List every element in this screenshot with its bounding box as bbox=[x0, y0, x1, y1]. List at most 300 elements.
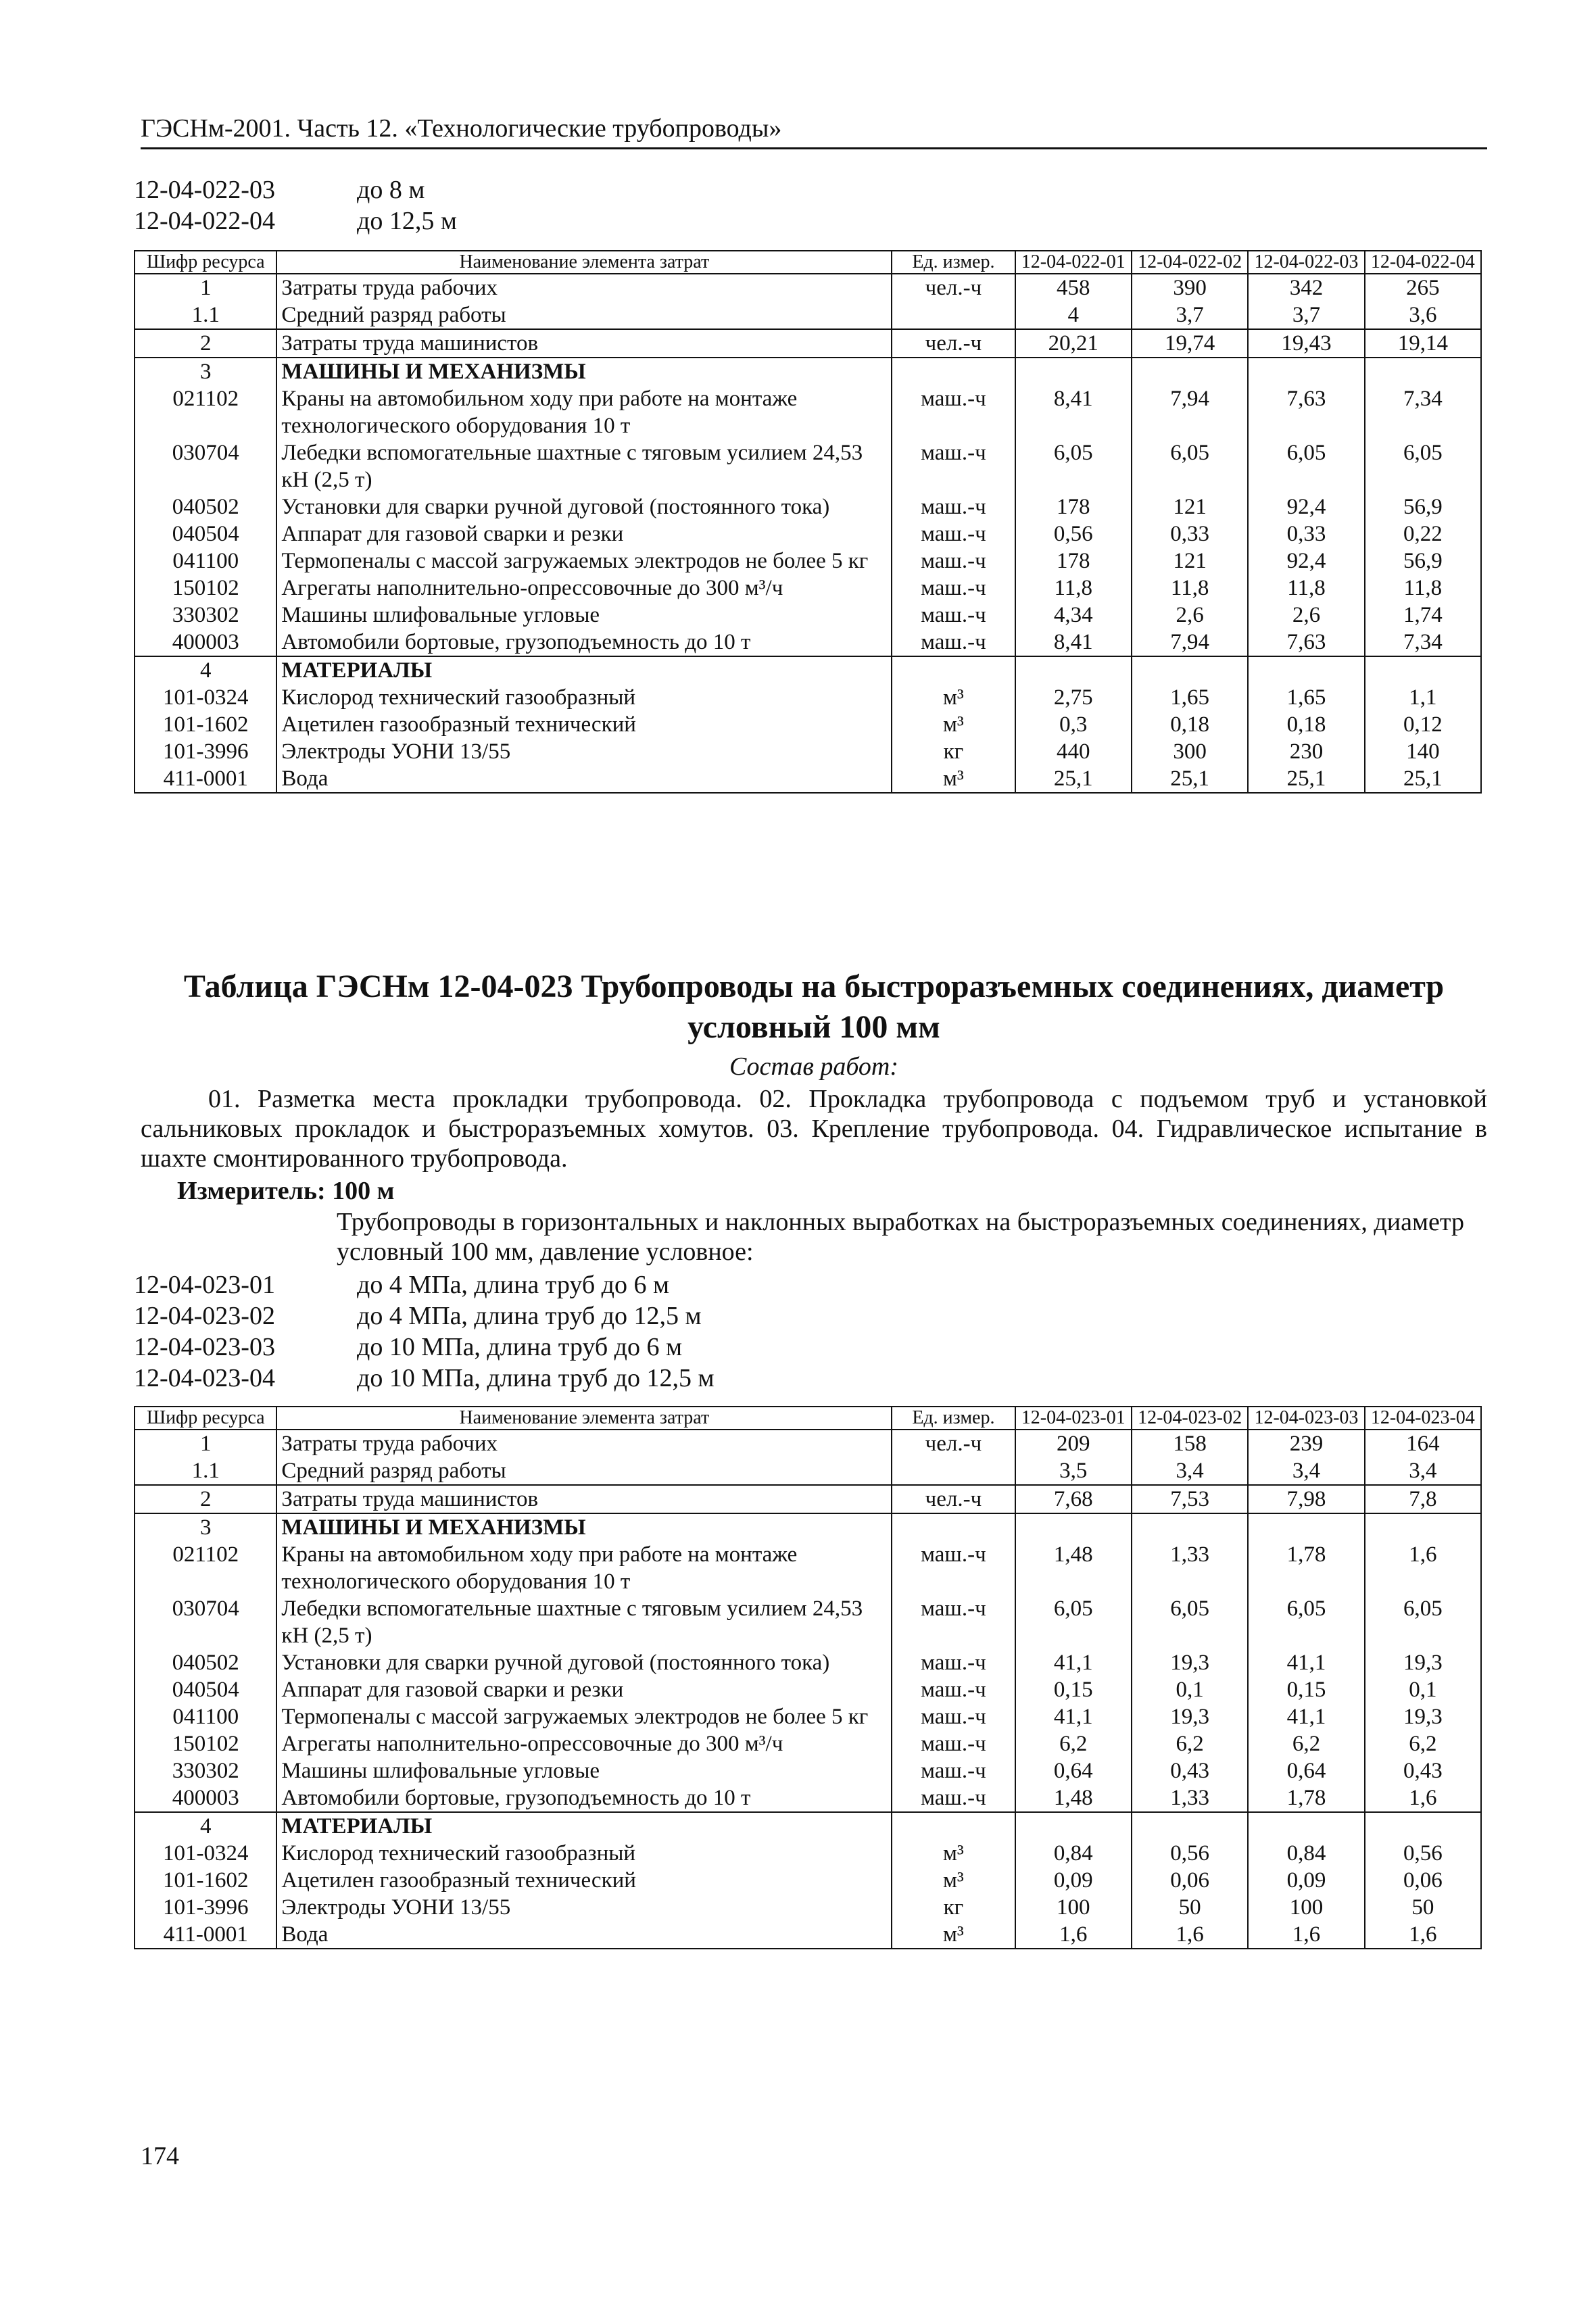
resource-value: 1,6 bbox=[1132, 1921, 1248, 1949]
resource-name: Кислород технический газообразный bbox=[276, 684, 892, 711]
resource-value: 178 bbox=[1015, 547, 1132, 575]
resource-unit: маш.-ч bbox=[892, 385, 1015, 439]
table-row bbox=[135, 1730, 1481, 1757]
resource-unit: маш.-ч bbox=[892, 575, 1015, 602]
resource-code: 040502 bbox=[135, 1649, 276, 1676]
resource-value: 11,8 bbox=[1015, 575, 1132, 602]
code-id: 12-04-023-01 bbox=[134, 1271, 275, 1299]
resource-name: Электроды УОНИ 13/55 bbox=[276, 1894, 892, 1921]
table-row bbox=[135, 301, 1481, 329]
table-row bbox=[135, 1676, 1481, 1703]
resource-value: 0,43 bbox=[1365, 1757, 1481, 1784]
code-desc: до 10 МПа, длина труб до 6 м bbox=[357, 1333, 683, 1361]
resource-name: МАТЕРИАЛЫ bbox=[276, 1812, 892, 1840]
code-id: 12-04-023-02 bbox=[134, 1302, 275, 1330]
resource-code: 150102 bbox=[135, 1730, 276, 1757]
resource-name: Машины шлифовальные угловые bbox=[276, 602, 892, 629]
code-id: 12-04-023-04 bbox=[134, 1364, 275, 1392]
table-row bbox=[135, 711, 1481, 738]
resource-value: 0,33 bbox=[1248, 520, 1364, 547]
header-name: Наименование элемента затрат bbox=[276, 251, 892, 274]
resource-name: Затраты труда машинистов bbox=[276, 1485, 892, 1513]
resource-value: 56,9 bbox=[1365, 547, 1481, 575]
resource-value: 6,05 bbox=[1248, 439, 1364, 493]
resource-value: 19,14 bbox=[1365, 329, 1481, 358]
resource-value: 25,1 bbox=[1248, 765, 1364, 793]
resource-value: 3,4 bbox=[1248, 1457, 1364, 1485]
resource-code: 400003 bbox=[135, 629, 276, 656]
resource-value: 3,7 bbox=[1132, 301, 1248, 329]
resource-code: 101-0324 bbox=[135, 684, 276, 711]
resource-value: 0,09 bbox=[1015, 1867, 1132, 1894]
resource-value: 1,78 bbox=[1248, 1541, 1364, 1595]
resource-code: 2 bbox=[135, 1485, 276, 1513]
resource-value: 19,43 bbox=[1248, 329, 1364, 358]
resource-value: 7,94 bbox=[1132, 629, 1248, 656]
resource-value: 6,05 bbox=[1248, 1595, 1364, 1649]
page-header: ГЭСНм-2001. Часть 12. «Технологические трубопроводы» bbox=[141, 114, 1487, 149]
resource-value: 3,4 bbox=[1132, 1457, 1248, 1485]
resource-value: 19,3 bbox=[1132, 1649, 1248, 1676]
resource-value: 56,9 bbox=[1365, 493, 1481, 520]
resource-value: 342 bbox=[1248, 274, 1364, 301]
resource-value bbox=[1132, 358, 1248, 385]
resource-value: 458 bbox=[1015, 274, 1132, 301]
resource-value: 7,94 bbox=[1132, 385, 1248, 439]
resource-value: 7,68 bbox=[1015, 1485, 1132, 1513]
resource-unit: маш.-ч bbox=[892, 1541, 1015, 1595]
resource-value: 0,1 bbox=[1365, 1676, 1481, 1703]
code-id: 12-04-022-03 bbox=[134, 176, 275, 204]
header-norm-code: 12-04-023-01 bbox=[1015, 1407, 1132, 1430]
resource-value: 25,1 bbox=[1365, 765, 1481, 793]
resource-value bbox=[1015, 1812, 1132, 1840]
resource-unit: маш.-ч bbox=[892, 547, 1015, 575]
header-unit: Ед. измер. bbox=[892, 251, 1015, 274]
resource-value: 0,18 bbox=[1132, 711, 1248, 738]
resource-name: Вода bbox=[276, 765, 892, 793]
resource-value: 6,05 bbox=[1132, 1595, 1248, 1649]
code-row bbox=[134, 1363, 715, 1394]
resource-code: 041100 bbox=[135, 1703, 276, 1730]
table-row bbox=[135, 1840, 1481, 1867]
resource-unit: чел.-ч bbox=[892, 1485, 1015, 1513]
resource-value: 440 bbox=[1015, 738, 1132, 765]
resource-value: 0,1 bbox=[1132, 1676, 1248, 1703]
resource-name: Агрегаты наполнительно-опрессовочные до 300 м³/ч bbox=[276, 1730, 892, 1757]
resource-value: 6,2 bbox=[1015, 1730, 1132, 1757]
resource-value bbox=[1248, 1513, 1364, 1541]
resource-value: 7,63 bbox=[1248, 385, 1364, 439]
resource-value: 1,78 bbox=[1248, 1784, 1364, 1812]
resource-value: 50 bbox=[1132, 1894, 1248, 1921]
table-row bbox=[135, 1921, 1481, 1949]
resource-value: 19,3 bbox=[1365, 1703, 1481, 1730]
resource-code: 101-3996 bbox=[135, 1894, 276, 1921]
resource-value: 3,5 bbox=[1015, 1457, 1132, 1485]
resource-value: 6,05 bbox=[1365, 439, 1481, 493]
resource-value: 0,06 bbox=[1132, 1867, 1248, 1894]
resource-value: 41,1 bbox=[1015, 1703, 1132, 1730]
resource-code: 4 bbox=[135, 656, 276, 684]
resource-value: 11,8 bbox=[1365, 575, 1481, 602]
resource-value bbox=[1132, 656, 1248, 684]
resource-unit bbox=[892, 301, 1015, 329]
resource-name: Средний разряд работы bbox=[276, 1457, 892, 1485]
resource-unit: маш.-ч bbox=[892, 493, 1015, 520]
resource-value: 3,4 bbox=[1365, 1457, 1481, 1485]
resource-value: 50 bbox=[1365, 1894, 1481, 1921]
resource-code: 041100 bbox=[135, 547, 276, 575]
resource-unit: м³ bbox=[892, 1867, 1015, 1894]
resource-value bbox=[1248, 656, 1364, 684]
resource-value: 2,6 bbox=[1248, 602, 1364, 629]
table-row bbox=[135, 1430, 1481, 1457]
resource-code: 040502 bbox=[135, 493, 276, 520]
header-norm-code: 12-04-022-01 bbox=[1015, 251, 1132, 274]
resource-name: Установки для сварки ручной дуговой (постоянного тока) bbox=[276, 493, 892, 520]
table-row bbox=[135, 1595, 1481, 1649]
resource-unit: маш.-ч bbox=[892, 439, 1015, 493]
code-desc: до 10 МПа, длина труб до 12,5 м bbox=[357, 1364, 715, 1392]
resource-value bbox=[1365, 1812, 1481, 1840]
table-row bbox=[135, 575, 1481, 602]
table-row bbox=[135, 274, 1481, 301]
resource-value bbox=[1248, 1812, 1364, 1840]
resource-name: Краны на автомобильном ходу при работе на монтаже технологического оборудования 10 т bbox=[276, 385, 892, 439]
code-desc: до 12,5 м bbox=[357, 207, 457, 235]
resource-value: 20,21 bbox=[1015, 329, 1132, 358]
resource-value: 121 bbox=[1132, 493, 1248, 520]
table-row bbox=[135, 1757, 1481, 1784]
resource-value: 7,34 bbox=[1365, 629, 1481, 656]
table-row bbox=[135, 493, 1481, 520]
resource-value: 2,75 bbox=[1015, 684, 1132, 711]
codes-intro: Трубопроводы в горизонтальных и наклонных выработках на быстроразъемных соединениях, диаметр условный 100 мм, давление условное: bbox=[337, 1208, 1464, 1266]
resource-value: 209 bbox=[1015, 1430, 1132, 1457]
resource-unit bbox=[892, 1513, 1015, 1541]
header-norm-code: 12-04-022-04 bbox=[1365, 251, 1481, 274]
resource-name: Аппарат для газовой сварки и резки bbox=[276, 520, 892, 547]
page-number: 174 bbox=[141, 2142, 179, 2170]
resource-unit: маш.-ч bbox=[892, 1730, 1015, 1757]
resource-value: 0,56 bbox=[1365, 1840, 1481, 1867]
resource-value: 239 bbox=[1248, 1430, 1364, 1457]
resource-code: 1 bbox=[135, 274, 276, 301]
resource-value: 1,33 bbox=[1132, 1784, 1248, 1812]
code-row bbox=[134, 174, 457, 205]
resource-value: 0,22 bbox=[1365, 520, 1481, 547]
table-row bbox=[135, 1703, 1481, 1730]
table-header-row bbox=[135, 1407, 1481, 1430]
resource-unit: кг bbox=[892, 738, 1015, 765]
resource-name: Краны на автомобильном ходу при работе на монтаже технологического оборудования 10 т bbox=[276, 1541, 892, 1595]
resource-code: 4 bbox=[135, 1812, 276, 1840]
resource-code: 030704 bbox=[135, 1595, 276, 1649]
resource-name: Автомобили бортовые, грузоподъемность до 10 т bbox=[276, 1784, 892, 1812]
table-row bbox=[135, 520, 1481, 547]
resource-value: 1,6 bbox=[1365, 1541, 1481, 1595]
resource-value: 1,6 bbox=[1365, 1784, 1481, 1812]
resource-unit: маш.-ч bbox=[892, 1595, 1015, 1649]
code-desc: до 4 МПа, длина труб до 12,5 м bbox=[357, 1302, 702, 1330]
resource-value: 6,2 bbox=[1248, 1730, 1364, 1757]
resource-name: Затраты труда машинистов bbox=[276, 329, 892, 358]
resource-value: 6,05 bbox=[1015, 439, 1132, 493]
resource-value: 1,33 bbox=[1132, 1541, 1248, 1595]
resource-value: 4 bbox=[1015, 301, 1132, 329]
resource-name: Аппарат для газовой сварки и резки bbox=[276, 1676, 892, 1703]
resource-unit bbox=[892, 1457, 1015, 1485]
resource-value: 1,48 bbox=[1015, 1541, 1132, 1595]
resource-unit: маш.-ч bbox=[892, 1757, 1015, 1784]
resource-unit: маш.-ч bbox=[892, 629, 1015, 656]
table-row bbox=[135, 1784, 1481, 1812]
table-row bbox=[135, 1812, 1481, 1840]
header-code: Шифр ресурса bbox=[135, 1407, 276, 1430]
resource-name: Агрегаты наполнительно-опрессовочные до 300 м³/ч bbox=[276, 575, 892, 602]
resource-name: Вода bbox=[276, 1921, 892, 1949]
resource-value: 1,65 bbox=[1132, 684, 1248, 711]
resource-name: МАТЕРИАЛЫ bbox=[276, 656, 892, 684]
resource-unit: м³ bbox=[892, 765, 1015, 793]
resource-value: 8,41 bbox=[1015, 385, 1132, 439]
resource-value: 0,64 bbox=[1015, 1757, 1132, 1784]
resource-value: 7,34 bbox=[1365, 385, 1481, 439]
resource-unit: маш.-ч bbox=[892, 520, 1015, 547]
section-codes bbox=[134, 1269, 715, 1394]
resource-name: Ацетилен газообразный технический bbox=[276, 711, 892, 738]
resource-value bbox=[1365, 656, 1481, 684]
resource-value bbox=[1365, 1513, 1481, 1541]
resource-unit: чел.-ч bbox=[892, 274, 1015, 301]
code-row bbox=[134, 1269, 715, 1300]
resource-name: Затраты труда рабочих bbox=[276, 274, 892, 301]
resource-value: 4,34 bbox=[1015, 602, 1132, 629]
resource-value: 100 bbox=[1015, 1894, 1132, 1921]
code-row bbox=[134, 1332, 715, 1363]
resource-code: 101-1602 bbox=[135, 1867, 276, 1894]
table-header-row bbox=[135, 251, 1481, 274]
resource-value: 0,84 bbox=[1015, 1840, 1132, 1867]
resource-unit: м³ bbox=[892, 711, 1015, 738]
resource-value bbox=[1015, 656, 1132, 684]
table-row bbox=[135, 439, 1481, 493]
resource-value: 0,56 bbox=[1015, 520, 1132, 547]
resource-value: 0,09 bbox=[1248, 1867, 1364, 1894]
resource-value: 300 bbox=[1132, 738, 1248, 765]
resource-value: 0,84 bbox=[1248, 1840, 1364, 1867]
resource-unit: маш.-ч bbox=[892, 1703, 1015, 1730]
resource-value: 25,1 bbox=[1132, 765, 1248, 793]
resource-value: 11,8 bbox=[1132, 575, 1248, 602]
resource-unit bbox=[892, 358, 1015, 385]
resource-value: 100 bbox=[1248, 1894, 1364, 1921]
resource-value: 0,06 bbox=[1365, 1867, 1481, 1894]
meter-label: Измеритель: 100 м bbox=[177, 1177, 395, 1205]
resource-code: 150102 bbox=[135, 575, 276, 602]
resource-value: 6,2 bbox=[1365, 1730, 1481, 1757]
resource-value: 158 bbox=[1132, 1430, 1248, 1457]
resource-code: 400003 bbox=[135, 1784, 276, 1812]
resource-unit: маш.-ч bbox=[892, 602, 1015, 629]
table-row bbox=[135, 1485, 1481, 1513]
code-desc: до 8 м bbox=[357, 176, 425, 204]
resource-value: 8,41 bbox=[1015, 629, 1132, 656]
table-row bbox=[135, 358, 1481, 385]
resource-unit bbox=[892, 656, 1015, 684]
resource-name: Лебедки вспомогательные шахтные с тяговым усилием 24,53 кН (2,5 т) bbox=[276, 1595, 892, 1649]
code-row bbox=[134, 1300, 715, 1332]
code-id: 12-04-022-04 bbox=[134, 207, 275, 235]
resource-value bbox=[1248, 358, 1364, 385]
table-row bbox=[135, 1513, 1481, 1541]
resource-unit: м³ bbox=[892, 1840, 1015, 1867]
resource-code: 040504 bbox=[135, 1676, 276, 1703]
table-row bbox=[135, 1867, 1481, 1894]
resource-value: 265 bbox=[1365, 274, 1481, 301]
resource-name: Кислород технический газообразный bbox=[276, 1840, 892, 1867]
header-norm-code: 12-04-023-03 bbox=[1248, 1407, 1364, 1430]
table-row bbox=[135, 629, 1481, 656]
table-row bbox=[135, 1457, 1481, 1485]
header-code: Шифр ресурса bbox=[135, 251, 276, 274]
code-row bbox=[134, 205, 457, 237]
resource-value: 1,65 bbox=[1248, 684, 1364, 711]
resource-code: 330302 bbox=[135, 602, 276, 629]
resource-value bbox=[1015, 1513, 1132, 1541]
table-row bbox=[135, 656, 1481, 684]
header-norm-code: 12-04-022-02 bbox=[1132, 251, 1248, 274]
resource-value: 3,7 bbox=[1248, 301, 1364, 329]
resource-value: 1,6 bbox=[1365, 1921, 1481, 1949]
header-norm-code: 12-04-023-02 bbox=[1132, 1407, 1248, 1430]
resource-code: 021102 bbox=[135, 1541, 276, 1595]
table-row bbox=[135, 329, 1481, 358]
resource-value: 0,56 bbox=[1132, 1840, 1248, 1867]
resource-value: 7,8 bbox=[1365, 1485, 1481, 1513]
resource-name: Электроды УОНИ 13/55 bbox=[276, 738, 892, 765]
resource-value: 92,4 bbox=[1248, 547, 1364, 575]
resource-name: Затраты труда рабочих bbox=[276, 1430, 892, 1457]
resource-value: 25,1 bbox=[1015, 765, 1132, 793]
resource-code: 1 bbox=[135, 1430, 276, 1457]
resource-value: 6,05 bbox=[1132, 439, 1248, 493]
table-row bbox=[135, 1649, 1481, 1676]
resource-value bbox=[1365, 358, 1481, 385]
resource-code: 3 bbox=[135, 358, 276, 385]
resource-code: 411-0001 bbox=[135, 765, 276, 793]
resource-value: 7,98 bbox=[1248, 1485, 1364, 1513]
table-title: Таблица ГЭСНм 12-04-023 Трубопроводы на быстроразъемных соединениях, диаметр условный 100 мм bbox=[183, 969, 1445, 1045]
resource-value bbox=[1132, 1513, 1248, 1541]
resource-value: 1,6 bbox=[1015, 1921, 1132, 1949]
resource-value: 19,3 bbox=[1365, 1649, 1481, 1676]
header-norm-code: 12-04-023-04 bbox=[1365, 1407, 1481, 1430]
resource-value: 140 bbox=[1365, 738, 1481, 765]
resource-name: МАШИНЫ И МЕХАНИЗМЫ bbox=[276, 1513, 892, 1541]
resource-code: 330302 bbox=[135, 1757, 276, 1784]
resource-table-2 bbox=[134, 1406, 1482, 1949]
header-name: Наименование элемента затрат bbox=[276, 1407, 892, 1430]
resource-name: Машины шлифовальные угловые bbox=[276, 1757, 892, 1784]
resource-unit: маш.-ч bbox=[892, 1676, 1015, 1703]
resource-value: 178 bbox=[1015, 493, 1132, 520]
resource-code: 1.1 bbox=[135, 301, 276, 329]
resource-unit: кг bbox=[892, 1894, 1015, 1921]
resource-code: 1.1 bbox=[135, 1457, 276, 1485]
resource-value: 0,64 bbox=[1248, 1757, 1364, 1784]
resource-value: 41,1 bbox=[1248, 1703, 1364, 1730]
resource-code: 040504 bbox=[135, 520, 276, 547]
resource-unit: м³ bbox=[892, 684, 1015, 711]
resource-value: 6,2 bbox=[1132, 1730, 1248, 1757]
resource-value: 7,53 bbox=[1132, 1485, 1248, 1513]
resource-value bbox=[1015, 358, 1132, 385]
code-desc: до 4 МПа, длина труб до 6 м bbox=[357, 1271, 670, 1299]
works-subtitle: Состав работ: bbox=[729, 1052, 899, 1081]
code-id: 12-04-023-03 bbox=[134, 1333, 275, 1361]
resource-value: 164 bbox=[1365, 1430, 1481, 1457]
resource-code: 2 bbox=[135, 329, 276, 358]
resource-code: 3 bbox=[135, 1513, 276, 1541]
resource-value: 0,43 bbox=[1132, 1757, 1248, 1784]
resource-value: 0,15 bbox=[1015, 1676, 1132, 1703]
header-norm-code: 12-04-022-03 bbox=[1248, 251, 1364, 274]
table-row bbox=[135, 765, 1481, 793]
table-row bbox=[135, 1894, 1481, 1921]
resource-name: Термопеналы с массой загружаемых электродов не более 5 кг bbox=[276, 547, 892, 575]
resource-unit: чел.-ч bbox=[892, 329, 1015, 358]
resource-value: 0,15 bbox=[1248, 1676, 1364, 1703]
resource-code: 030704 bbox=[135, 439, 276, 493]
resource-value: 1,6 bbox=[1248, 1921, 1364, 1949]
table-row bbox=[135, 385, 1481, 439]
resource-value: 0,18 bbox=[1248, 711, 1364, 738]
resource-value: 41,1 bbox=[1015, 1649, 1132, 1676]
resource-name: Автомобили бортовые, грузоподъемность до 10 т bbox=[276, 629, 892, 656]
resource-value bbox=[1132, 1812, 1248, 1840]
resource-code: 101-3996 bbox=[135, 738, 276, 765]
resource-value: 1,1 bbox=[1365, 684, 1481, 711]
table-row bbox=[135, 547, 1481, 575]
resource-name: Термопеналы с массой загружаемых электродов не более 5 кг bbox=[276, 1703, 892, 1730]
resource-value: 390 bbox=[1132, 274, 1248, 301]
resource-code: 101-1602 bbox=[135, 711, 276, 738]
resource-unit: маш.-ч bbox=[892, 1649, 1015, 1676]
resource-name: Ацетилен газообразный технический bbox=[276, 1867, 892, 1894]
resource-value: 7,63 bbox=[1248, 629, 1364, 656]
table-row bbox=[135, 684, 1481, 711]
resource-code: 411-0001 bbox=[135, 1921, 276, 1949]
resource-unit bbox=[892, 1812, 1015, 1840]
resource-unit: маш.-ч bbox=[892, 1784, 1015, 1812]
resource-value: 0,33 bbox=[1132, 520, 1248, 547]
resource-value: 19,3 bbox=[1132, 1703, 1248, 1730]
resource-value: 19,74 bbox=[1132, 329, 1248, 358]
resource-table-1 bbox=[134, 250, 1482, 794]
works-description: 01. Разметка места прокладки трубопровода. 02. Прокладка трубопровода с подъемом труб и установкой сальниковых прокладок и быстроразъемных хомутов. 03. Крепление трубопровода. 04. Гидравлическое испытание в шахте смонтированного трубопровода. bbox=[141, 1085, 1487, 1173]
resource-value: 3,6 bbox=[1365, 301, 1481, 329]
resource-value: 92,4 bbox=[1248, 493, 1364, 520]
resource-code: 101-0324 bbox=[135, 1840, 276, 1867]
resource-unit: м³ bbox=[892, 1921, 1015, 1949]
resource-name: Лебедки вспомогательные шахтные с тяговым усилием 24,53 кН (2,5 т) bbox=[276, 439, 892, 493]
resource-value: 2,6 bbox=[1132, 602, 1248, 629]
resource-value: 11,8 bbox=[1248, 575, 1364, 602]
header-unit: Ед. измер. bbox=[892, 1407, 1015, 1430]
resource-value: 0,3 bbox=[1015, 711, 1132, 738]
